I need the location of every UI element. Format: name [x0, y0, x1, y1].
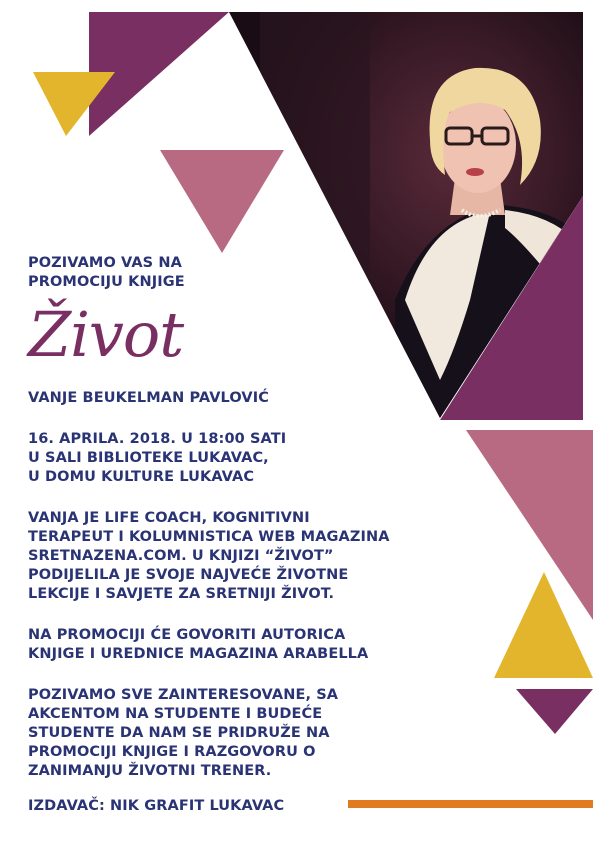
invitation-line-1: POZIVAMO VAS NA [28, 255, 182, 271]
speakers-line-1: NA PROMOCIJI ĆE GOVORITI AUTORICA [28, 627, 346, 643]
event-location: U DOMU KULTURE LUKAVAC [28, 469, 255, 485]
about-line-3: SRETNAZENA.COM. U KNJIZI “ŽIVOT” [28, 548, 334, 564]
accent-bar [348, 800, 593, 808]
invitation-line-2: PROMOCIJU KNJIGE [28, 274, 185, 290]
book-title: Život [28, 298, 184, 371]
call-line-2: AKCENTOM NA STUDENTE I BUDEĆE [28, 706, 323, 722]
call-line-5: ZANIMANJU ŽIVOTNI TRENER. [28, 763, 272, 779]
about-line-1: VANJA JE LIFE COACH, KOGNITIVNI [28, 510, 310, 526]
author-name: VANJE BEUKELMAN PAVLOVIĆ [28, 390, 269, 406]
about-line-2: TERAPEUT I KOLUMNISTICA WEB MAGAZINA [28, 529, 390, 545]
event-date: 16. APRILA. 2018. U 18:00 SATI [28, 431, 287, 447]
event-venue: U SALI BIBLIOTEKE LUKAVAC, [28, 450, 269, 466]
about-line-4: PODIJELILA JE SVOJE NAJVEĆE ŽIVOTNE [28, 567, 349, 583]
speakers-line-2: KNJIGE I UREDNICE MAGAZINA ARABELLA [28, 646, 369, 662]
call-line-1: POZIVAMO SVE ZAINTERESOVANE, SA [28, 687, 339, 703]
publisher: IZDAVAČ: NIK GRAFIT LUKAVAC [28, 798, 285, 814]
about-line-5: LEKCIJE I SAVJETE ZA SRETNIJI ŽIVOT. [28, 586, 335, 602]
call-line-3: STUDENTE DA NAM SE PRIDRUŽE NA [28, 725, 330, 741]
call-line-4: PROMOCIJI KNJIGE I RAZGOVORU O [28, 744, 316, 760]
